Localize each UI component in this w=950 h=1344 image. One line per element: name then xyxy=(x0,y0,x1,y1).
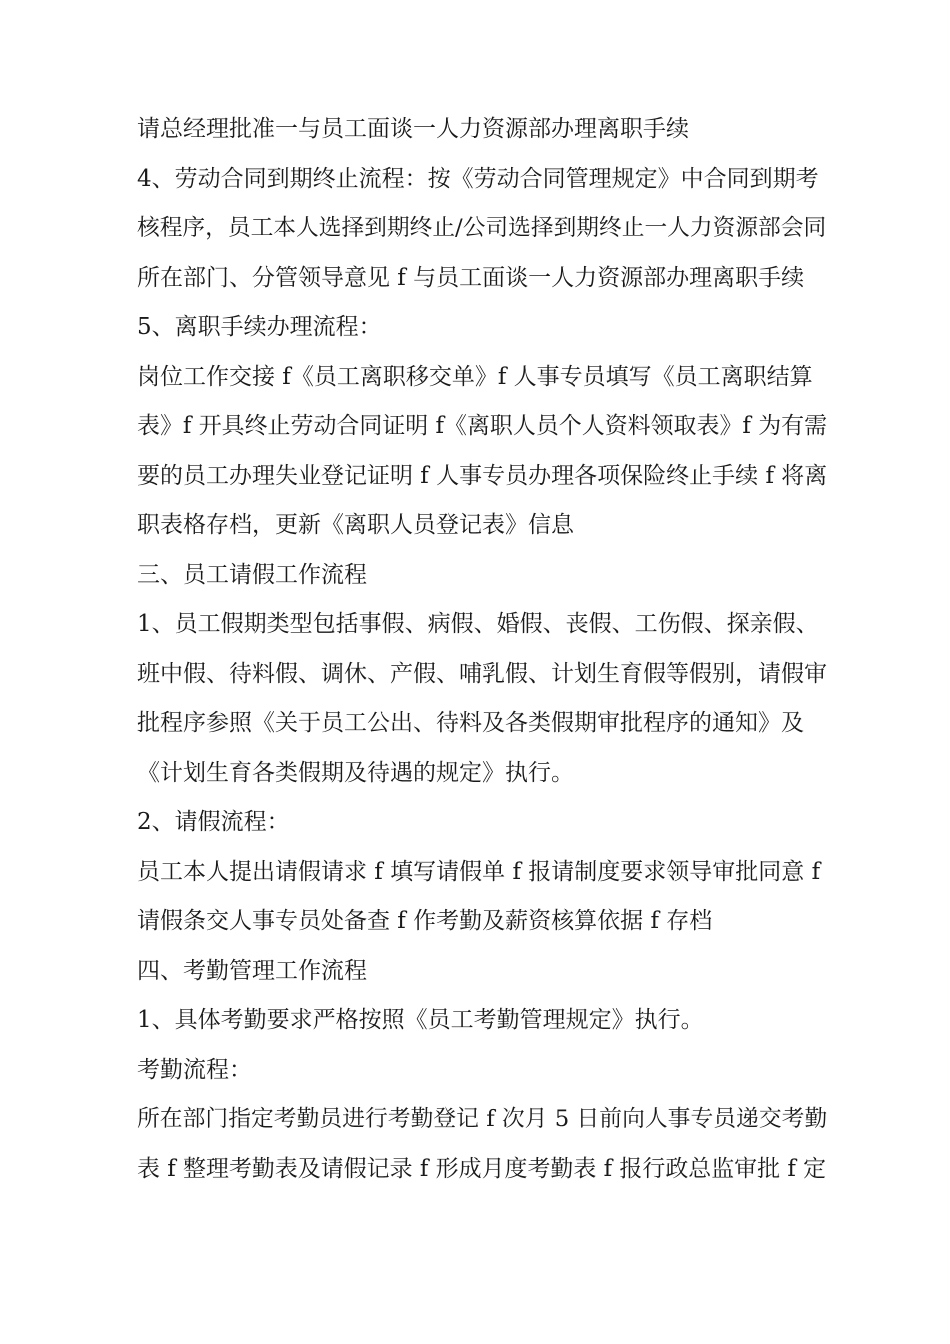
paragraph-line: 表》f 开具终止劳动合同证明 f《离职人员个人资料领取表》f 为有需 xyxy=(137,413,828,439)
paragraph-line: 岗位工作交接 f《员工离职移交单》f 人事专员填写《员工离职结算 xyxy=(137,363,813,390)
document-body xyxy=(137,105,827,1194)
paragraph-line: 1、具体考勤要求严格按照《员工考勤管理规定》执行。 xyxy=(137,1007,704,1033)
section-heading-line: 三、员工请假工作流程 xyxy=(137,561,367,588)
paragraph-line: 职表格存档，更新《离职人员登记表》信息 xyxy=(137,512,574,538)
paragraph-line: 批程序参照《关于员工公出、待料及各类假期审批程序的通知》及 xyxy=(137,710,804,736)
paragraph-line: 表 f 整理考勤表及请假记录 f 形成月度考勤表 f 报行政总监审批 f 定 xyxy=(137,1155,827,1182)
paragraph-line: 班中假、待料假、调休、产假、哺乳假、计划生育假等假别，请假审 xyxy=(137,660,827,687)
paragraph-line: 请总经理批准一与员工面谈一人力资源部办理离职手续 xyxy=(137,116,689,142)
paragraph-line: 所在部门指定考勤员进行考勤登记 f 次月 5 日前向人事专员递交考勤 xyxy=(137,1106,828,1132)
section-heading-line: 2、请假流程： xyxy=(137,809,290,835)
paragraph-line: 请假条交人事专员处备查 f 作考勤及薪资核算依据 f 存档 xyxy=(137,908,713,934)
section-heading-line: 5、离职手续办理流程： xyxy=(137,314,382,340)
paragraph-line: 1、员工假期类型包括事假、病假、婚假、丧假、工伤假、探亲假、 xyxy=(137,611,819,637)
paragraph-line: 要的员工办理失业登记证明 f 人事专员办理各项保险终止手续 f 将离 xyxy=(137,462,828,489)
paragraph-line: 4、劳动合同到期终止流程：按《劳动合同管理规定》中合同到期考 xyxy=(137,165,819,192)
paragraph-line: 核程序，员工本人选择到期终止/公司选择到期终止一人力资源部会同 xyxy=(137,215,827,241)
paragraph-line: 所在部门、分管领导意见 f 与员工面谈一人力资源部办理离职手续 xyxy=(137,264,805,291)
paragraph-line: 《计划生育各类假期及待遇的规定》执行。 xyxy=(137,759,574,786)
section-heading-line: 四、考勤管理工作流程 xyxy=(137,957,367,984)
section-heading-line: 考勤流程： xyxy=(137,1056,252,1083)
paragraph-line: 员工本人提出请假请求 f 填写请假单 f 报请制度要求领导审批同意 f xyxy=(137,858,821,885)
